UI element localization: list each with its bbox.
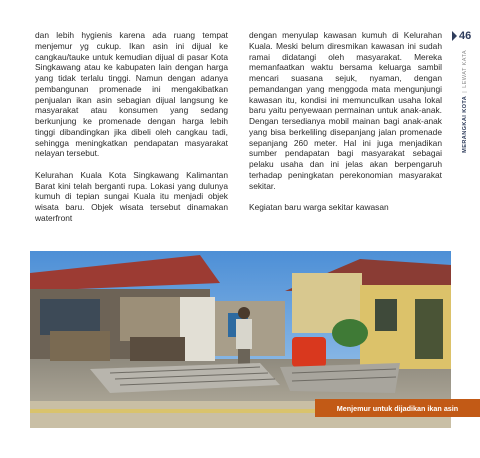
page-sidebar (448, 30, 478, 170)
right-text-column (249, 30, 442, 224)
photo-caption: Menjemur untuk dijadikan ikan asin (315, 399, 480, 417)
separator: | (462, 90, 468, 93)
paragraph: Kelurahan Kuala Kota Singkawang Kalimantan Barat kini telah berganti rupa. Lokasi yang dulunya kumuh di tepian sungai Kuala itu menjadi objek wisata baru. Objek wisata tersebut dinamakan waterfront (35, 169, 228, 223)
section-title: MERANGKAI KOTA (462, 95, 468, 153)
paragraph: dengan menyulap kawasan kumuh di Kelurahan Kuala. Meski belum diresmikan kawasan ini sudah ramai didatangi oleh masyarakat. Mereka memanfaatkan waktu bersama keluarga sambil mencari suasana sejuk, nyaman, dengan pemandangan yang menggoda mata mengunjungi kawasan itu, kondisi ini memunculkan usaha lokal baru yaitu penyewaan permainan untuk anak-anak. Dengan tersedianya mobil mainan bagi anak-anak yang bisa berkeliling disepanjang jalan promenade sepanjang 260 meter. Hal ini juga menjadikan sumber pendapatan bagi masyarakat sebagai pelaku usaha dan ini jelas akan berpengaruh terhadap peningkatan perekonomian masyarakat sekitar. (249, 30, 442, 191)
page-number: 46 (459, 30, 472, 42)
triangle-marker-icon (452, 31, 457, 41)
subsection-title: LEWAT KATA (462, 50, 468, 88)
paragraph: Kegiatan baru warga sekitar kawasan (249, 202, 389, 212)
page-number-block (452, 30, 471, 42)
paragraph: dan lebih hygienis karena ada ruang tempat menjemur yg cukup. Ikan asin ini dijual ke cangkau/tauke untuk kemudian dijual di pasar Kota Singkawang atau ke kabupaten lain dengan harga yang tidak terlalu tinggi. Namun dengan adanya pembangunan promenade ini mengakibatkan penjualan ikan asin sebagian dijual langsung ke masyarakat atau konsumen yang sedang berkunjung ke promenade dengan harga lebih tinggi dibandingkan jika dibeli oleh cangkau tadi, sehingga meningkatkan pendapatan masyarakat nelayan tersebut. (35, 30, 228, 159)
running-header (462, 50, 468, 190)
left-text-column (35, 30, 228, 234)
